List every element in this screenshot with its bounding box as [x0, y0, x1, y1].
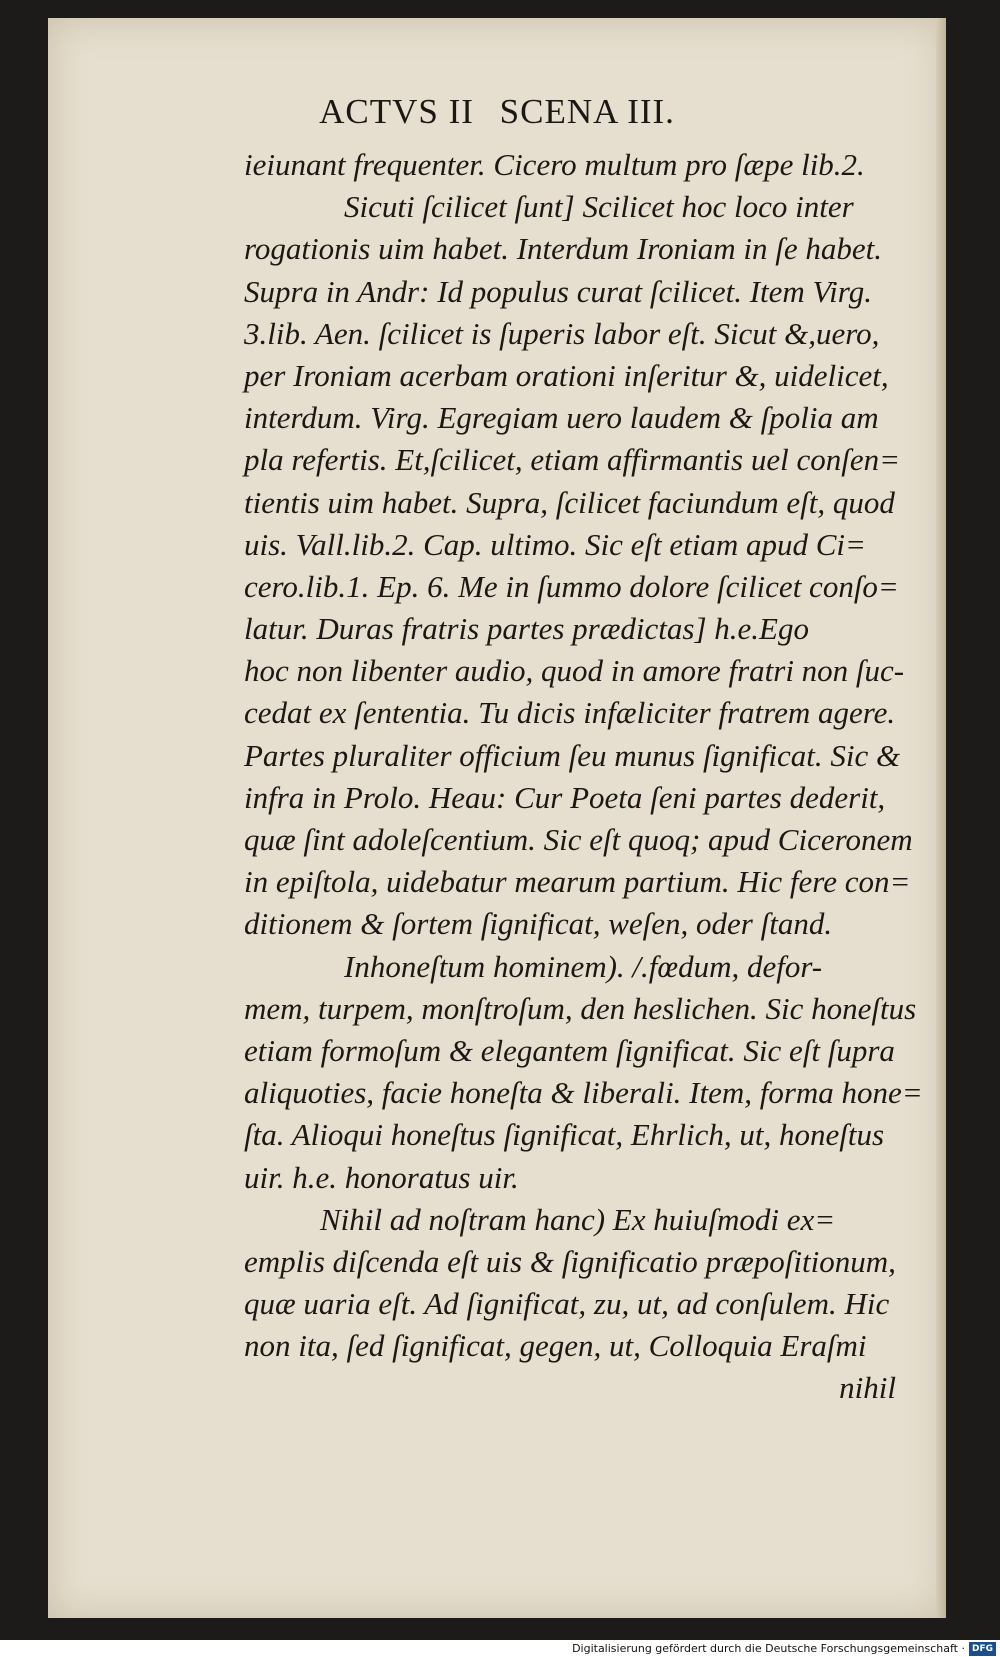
- text-line: uis. Vall.lib.2. Cap. ultimo. Sic eſt etiam apud Ci=: [244, 526, 866, 562]
- text-line: latur. Duras fratris partes prædictas] h.e.Ego: [244, 611, 809, 647]
- text-line: quæ ſint adoleſcentium. Sic eſt quoq; apud Ciceronem: [244, 822, 913, 857]
- digitization-footer: [0, 1640, 1000, 1657]
- text-line: 3.lib. Aen. ſcilicet is ſuperis labor eſt. Sicut &,uero,: [244, 315, 880, 351]
- footer-credit: Digitalisierung gefördert durch die Deutsche Forschungsgemeinschaft ·: [572, 1642, 965, 1655]
- text-line: ſta. Alioqui honeſtus ſignificat, Ehrlich, ut, honeſtus: [244, 1117, 885, 1153]
- text-line: pla refertis. Et,ſcilicet, etiam affirmantis uel conſen=: [244, 442, 901, 478]
- text-line: quæ uaria eſt. Ad ſignificat, zu, ut, ad conſulem. Hic: [244, 1286, 890, 1322]
- text-line: tientis uim habet. Supra, ſcilicet faciundum eſt, quod: [244, 484, 895, 520]
- text-line: cedat ex ſententia. Tu dicis infæliciter fratrem agere.: [244, 695, 896, 731]
- text-line: infra in Prolo. Heau: Cur Poeta ſeni partes dederit,: [244, 779, 886, 815]
- text-line: etiam formoſum & elegantem ſignificat. Sic eſt ſupra: [244, 1032, 895, 1068]
- text-line: interdum. Virg. Egregiam uero laudem & ſpolia am: [244, 400, 879, 436]
- text-line: in epiſtola, uidebatur mearum partium. Hic fere con=: [244, 864, 911, 900]
- text-line: cero.lib.1. Ep. 6. Me in ſummo dolore ſcilicet conſo=: [244, 568, 899, 604]
- text-line: Supra in Andr: Id populus curat ſcilicet. Item Virg.: [244, 273, 872, 309]
- text-line: Partes pluraliter officium ſeu munus ſignificat. Sic &: [244, 737, 901, 773]
- dfg-logo-icon: DFG: [969, 1642, 996, 1656]
- text-line: per Ironiam acerbam orationi inſeritur &, uidelicet,: [244, 357, 889, 393]
- text-line: rogationis uim habet. Interdum Ironiam in ſe habet.: [244, 231, 883, 267]
- text-line: emplis diſcenda eſt uis & ſignificatio præpoſitionum,: [244, 1243, 896, 1279]
- page-text: [244, 144, 923, 1410]
- header-scene: SCENA III.: [499, 92, 675, 131]
- page-edge: [936, 18, 946, 1618]
- text-line: ditionem & ſortem ſignificat, weſen, oder ſtand.: [244, 906, 833, 942]
- text-line: Inhoneſtum hominem). /.fœdum, defor-: [344, 948, 823, 984]
- text-line: uir. h.e. honoratus uir.: [244, 1159, 519, 1195]
- book-page: [48, 18, 946, 1618]
- text-line: aliquoties, facie honeſta & liberali. Item, forma hone=: [244, 1075, 923, 1111]
- catchword: nihil: [839, 1370, 896, 1406]
- text-line: mem, turpem, monſtroſum, den heslichen. Sic honeſtus: [244, 990, 917, 1026]
- running-header: [48, 92, 946, 132]
- header-act: ACTVS II: [319, 92, 474, 131]
- text-line: ieiunant frequenter. Cicero multum pro ſæpe lib.2.: [244, 147, 865, 182]
- text-line: hoc non libenter audio, quod in amore fratri non ſuc-: [244, 653, 905, 689]
- text-line: Nihil ad noſtram hanc) Ex huiuſmodi ex=: [320, 1201, 836, 1237]
- text-line: Sicuti ſcilicet ſunt] Scilicet hoc loco inter: [344, 189, 854, 225]
- text-line: non ita, ſed ſignificat, gegen, ut, Colloquia Eraſmi: [244, 1328, 867, 1364]
